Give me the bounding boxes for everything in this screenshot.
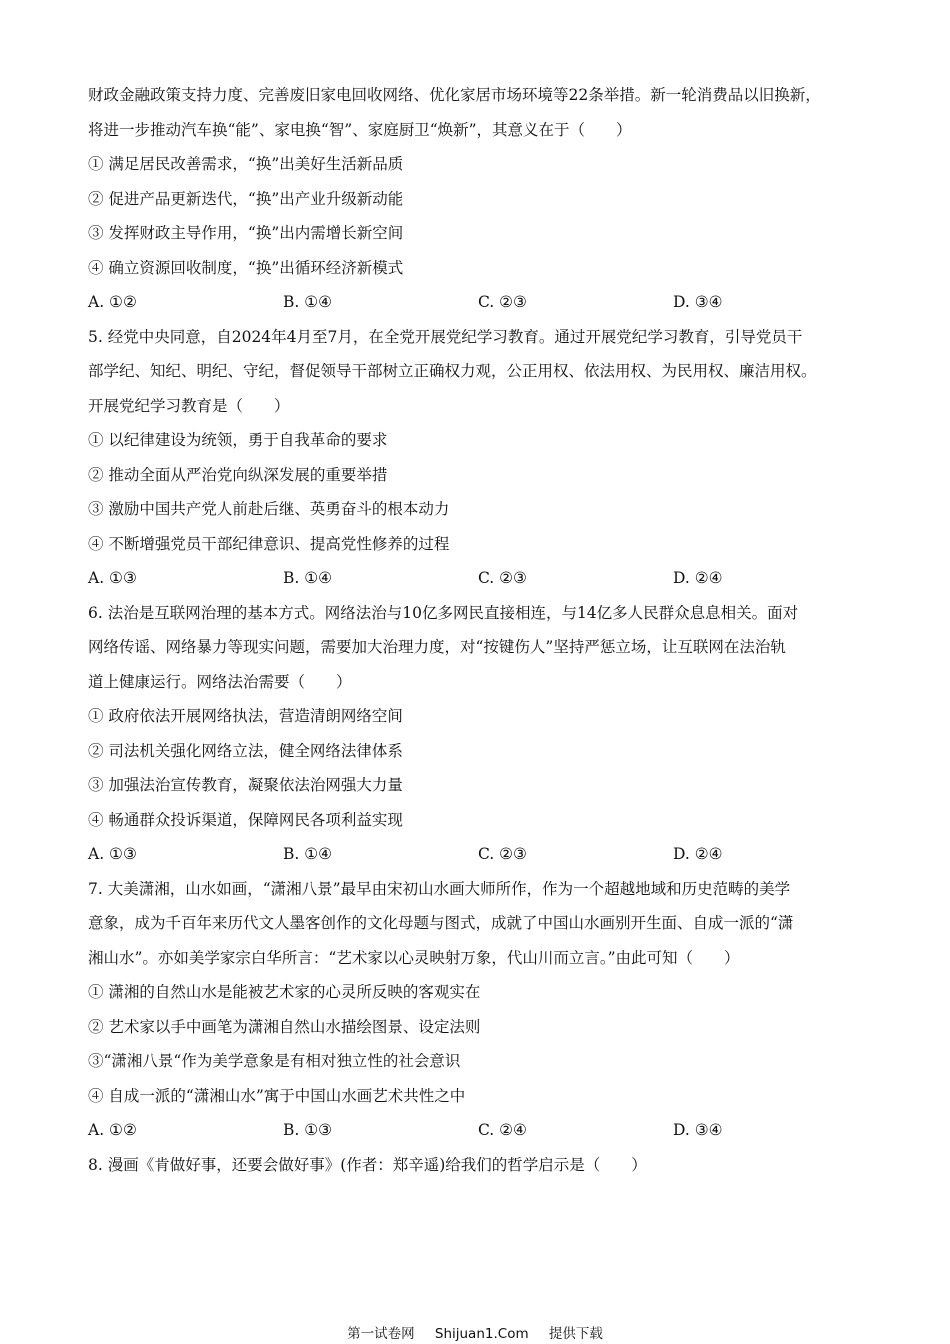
statement-item: ③“潇湘八景“作为美学意象是有相对独立性的社会意识 [88,1052,461,1070]
question-5 [88,320,888,596]
footer-site-url[interactable]: Shijuan1.Com [434,1326,529,1342]
question-stem-line: 网络传谣、网络暴力等现实问题，需要加大治理力度，对“按键伤人”坚持严惩立场，让互联网在法治轨 [88,638,786,656]
question-stem-line: 7. 大美潇湘，山水如画，“潇湘八景”最早由宋初山水画大师所作，作为一个超越地域和历史范畴的美学 [88,879,791,898]
statement-item: ④ 畅通群众投诉渠道，保障网民各项利益实现 [88,810,403,829]
statement-item: ④ 确立资源回收制度，“换”出循环经济新模式 [88,258,404,277]
statement-item: ② 司法机关强化网络立法，健全网络法律体系 [88,741,403,760]
option-d: D. ③④ [673,1121,723,1139]
option-a: A. ①② [88,293,137,311]
statement-item: ③ 发挥财政主导作用，“换”出内需增长新空间 [88,224,404,242]
question-stem-line: 财政金融政策支持力度、完善废旧家电回收网络、优化家居市场环境等22条举措。新一轮消费品以旧换新， [88,86,821,104]
statement-item: ③ 加强法治宣传教育，凝聚依法治网强大力量 [88,776,403,794]
statement-item: ④ 自成一派的“潇湘山水”寓于中国山水画艺术共性之中 [88,1086,466,1105]
answer-options [88,561,888,596]
option-d: D. ②④ [673,845,723,863]
exam-content [88,78,888,1182]
option-c: C. ②④ [478,1121,527,1139]
option-a: A. ①③ [88,845,137,863]
statement-item: ① 潇湘的自然山水是能被艺术家的心灵所反映的客观实在 [88,983,481,1001]
option-d: D. ③④ [673,293,723,311]
option-d: D. ②④ [673,569,723,587]
option-b: B. ①④ [283,845,333,863]
statement-item: ① 以纪律建设为统领，勇于自我革命的要求 [88,431,388,449]
option-b: B. ①④ [283,569,333,587]
option-b: B. ①④ [283,293,333,311]
answer-options [88,1113,888,1148]
question-stem-line: 5. 经党中央同意，自2024年4月至7月，在全党开展党纪学习教育。通过开展党纪学习教育，引导党员干 [88,327,803,346]
option-a: A. ①③ [88,569,137,587]
footer-action-text: 提供下载 [548,1326,603,1342]
statement-item: ① 满足居民改善需求，“换”出美好生活新品质 [88,155,404,173]
question-6 [88,596,888,872]
statement-item: ② 推动全面从严治党向纵深发展的重要举措 [88,465,388,484]
statement-item: ④ 不断增强党员干部纪律意识、提高党性修养的过程 [88,534,450,553]
statement-item: ② 促进产品更新迭代，“换”出产业升级新动能 [88,189,404,208]
answer-options [88,837,888,872]
page-footer [0,1322,950,1342]
question-4 [88,78,888,320]
footer-site-name: 第一试卷网 [347,1326,415,1342]
option-c: C. ②③ [478,293,527,311]
question-8 [88,1148,888,1183]
question-stem-line: 6. 法治是互联网治理的基本方式。网络法治与10亿多网民直接相连，与14亿多人民群众息息相关。面对 [88,603,799,622]
statement-item: ② 艺术家以手中画笔为潇湘自然山水描绘图景、设定法则 [88,1017,481,1036]
question-stem-line: 湘山水”。亦如美学家宗白华所言：“艺术家以心灵映射万象，代山川而立言。”由此可知（ ） [88,948,740,967]
question-stem-line: 将进一步推动汽车换“能”、家电换“智”、家庭厨卫“焕新”，其意义在于（ ） [88,120,632,139]
option-c: C. ②③ [478,845,527,863]
option-a: A. ①② [88,1121,137,1139]
statement-item: ① 政府依法开展网络执法，营造清朗网络空间 [88,707,403,725]
question-stem-line: 开展党纪学习教育是（ ） [88,396,290,415]
question-stem-line: 道上健康运行。网络法治需要（ ） [88,672,352,691]
option-b: B. ①③ [283,1121,333,1139]
question-stem-line: 部学纪、知纪、明纪、守纪，督促领导干部树立正确权力观，公正用权、依法用权、为民用权、廉洁用权。 [88,362,817,380]
question-stem-line: 8. 漫画《肯做好事，还要会做好事》(作者：郑辛遥)给我们的哲学启示是（ ） [88,1155,647,1174]
answer-options [88,285,888,320]
statement-item: ③ 激励中国共产党人前赴后继、英勇奋斗的根本动力 [88,500,450,518]
option-c: C. ②③ [478,569,527,587]
question-stem-line: 意象，成为千百年来历代文人墨客创作的文化母题与图式，成就了中国山水画别开生面、自成一派的“潇 [88,914,794,932]
question-7 [88,872,888,1148]
